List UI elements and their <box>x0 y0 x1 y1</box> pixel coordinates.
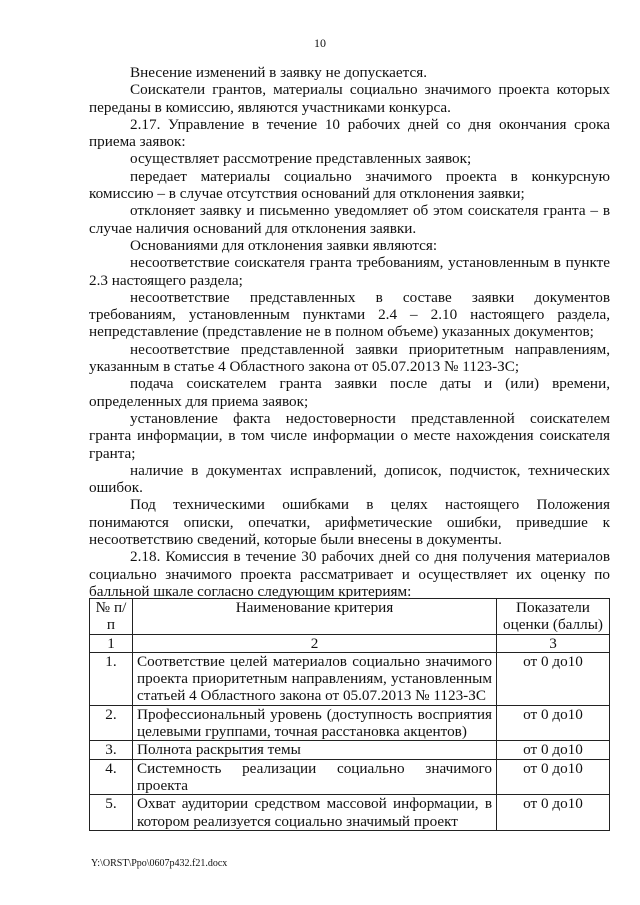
file-path: Y:\ORST\Ppo\0607p432.f21.docx <box>91 858 228 869</box>
table-row <box>90 741 610 759</box>
paragraph: 2.18. Комиссия в течение 30 рабочих дней со дня получения материалов социально значимого проекта рассматривает и осуществляет их оценку по балльной шкале согласно следующим критериям: <box>89 548 610 600</box>
paragraph: Внесение изменений в заявку не допускается. <box>130 64 427 81</box>
table-header-row <box>90 599 610 635</box>
column-number-row <box>90 634 610 652</box>
page-number: 10 <box>314 36 326 50</box>
paragraph: передает материалы социально значимого проекта в конкурсную комиссию – в случае отсутствия оснований для отклонения заявки; <box>89 167 610 203</box>
paragraph: несоответствие представленных в составе заявки документов требованиям, установленным пунктами 2.4 – 2.10 настоящего раздела, непредставление (представление не в полном объеме) указанных документов; <box>89 288 610 341</box>
paragraph: установление факта недостоверности представленной соискателем гранта информации, в том числе информации о месте нахождения соискателя гранта; <box>89 409 610 462</box>
table-row <box>90 795 610 831</box>
header-num: № п/п <box>90 599 133 635</box>
paragraph: наличие в документах исправлений, дописок, подчисток, технических ошибок. <box>89 461 610 497</box>
row-criterion: Системность реализации социально значимого проекта <box>133 759 497 795</box>
paragraph: 2.17. Управление в течение 10 рабочих дней со дня окончания срока приема заявок: <box>89 115 610 151</box>
row-score: от 0 до10 <box>497 705 610 741</box>
row-num: 1. <box>90 652 133 705</box>
header-criterion: Наименование критерия <box>133 599 497 635</box>
paragraph: осуществляет рассмотрение представленных заявок; <box>130 150 472 168</box>
row-criterion: Профессиональный уровень (доступность восприятия целевыми группами, точная расстановка акцентов) <box>133 705 497 741</box>
table-row <box>90 705 610 741</box>
paragraph: несоответствие соискателя гранта требованиям, установленным в пункте 2.3 настоящего раздела; <box>89 254 610 289</box>
column-number: 2 <box>133 634 497 652</box>
row-criterion: Соответствие целей материалов социально значимого проекта приоритетным направлениям, установленным статьей 4 Областного закона от 05.07.2013 № 1123-ЗС <box>133 652 497 705</box>
column-number: 3 <box>497 634 610 652</box>
row-num: 3. <box>90 741 133 759</box>
header-score: Показатели оценки (баллы) <box>497 599 610 635</box>
row-score: от 0 до10 <box>497 759 610 795</box>
column-number: 1 <box>90 634 133 652</box>
paragraph: отклоняет заявку и письменно уведомляет об этом соискателя гранта – в случае наличия оснований для отклонения заявки. <box>89 202 610 237</box>
paragraph: Соискатели грантов, материалы социально значимого проекта которых переданы в комиссию, являются участниками конкурса. <box>89 81 610 116</box>
paragraph: Под техническими ошибками в целях настоящего Положения понимаются описки, опечатки, арифметические ошибки, приведшие к несоответствию сведений, которые были внесены в документы. <box>89 496 610 549</box>
body-text <box>89 64 610 600</box>
row-num: 5. <box>90 795 133 831</box>
row-score: от 0 до10 <box>497 741 610 759</box>
row-num: 4. <box>90 759 133 795</box>
row-criterion: Полнота раскрытия темы <box>133 741 497 759</box>
paragraph: Основаниями для отклонения заявки являются: <box>130 236 438 254</box>
row-score: от 0 до10 <box>497 652 610 705</box>
row-criterion: Охват аудитории средством массовой информации, в котором реализуется социально значимый проект <box>133 795 497 831</box>
paragraph: подача соискателем гранта заявки после даты и (или) времени, определенных для приема заявок; <box>89 375 610 410</box>
row-num: 2. <box>90 705 133 741</box>
criteria-table <box>89 598 610 831</box>
table-row <box>90 652 610 705</box>
paragraph: несоответствие представленной заявки приоритетным направлениям, указанным в статье 4 Областного закона от 05.07.2013 № 1123-ЗС; <box>89 340 610 376</box>
row-score: от 0 до10 <box>497 795 610 831</box>
table-row <box>90 759 610 795</box>
